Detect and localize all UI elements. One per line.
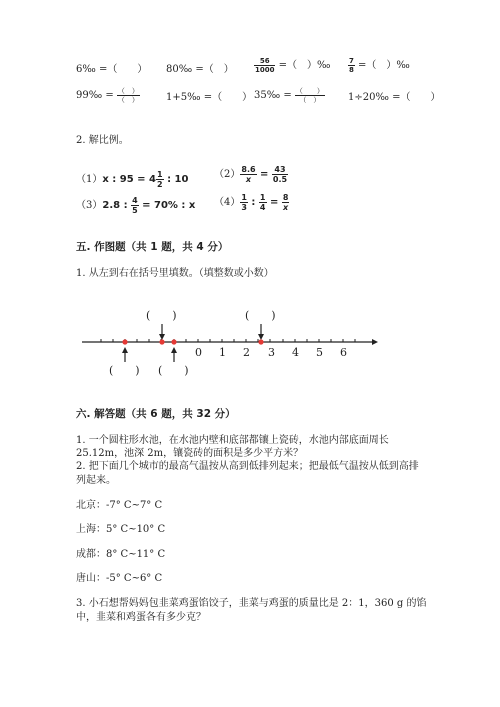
calc-r2-c-pre: 35‰ = — [254, 90, 292, 101]
calc-r2-d: 1÷20‰ =（ ） — [348, 92, 441, 103]
q2-p2-eq: = — [256, 169, 272, 180]
calc-r1-d-rest: =（ ）‰ — [354, 60, 410, 71]
tick-label-3: 3 — [268, 346, 275, 359]
q2-p4-mid: : — [247, 197, 259, 208]
point-marker — [258, 339, 263, 344]
section5-heading: 五. 作图题（共 1 题，共 4 分） — [76, 241, 229, 253]
q2-p4-eq: = — [266, 197, 282, 208]
frac-den: x — [245, 175, 252, 184]
section5-q1: 1. 从左到右在括号里填数。（填整数或小数） — [76, 268, 274, 279]
frac-den: （ ） — [117, 96, 139, 104]
tick-label-0: 0 — [195, 346, 202, 359]
paren-above-2: ( ) — [245, 309, 276, 322]
s6-q1-line2: 25.12m，池深 2m，镶瓷砖的面积是多少平方米？ — [76, 448, 304, 459]
calc-r2-a-pre: 99‰ = — [76, 90, 114, 101]
section6-heading: 六. 解答题（共 6 题，共 32 分） — [76, 408, 236, 420]
frac-num: 1 — [259, 193, 266, 202]
q2-p1-math: x : 95 = 4 — [102, 174, 157, 185]
q2-title: 2. 解比例。 — [76, 135, 129, 146]
tick-label-1: 1 — [219, 346, 226, 359]
frac-num: 1 — [241, 193, 247, 202]
paren-below-2: ( ) — [158, 364, 189, 377]
q2-p1 — [76, 170, 188, 189]
frac-den: （ ） — [299, 96, 321, 104]
point-marker — [171, 339, 176, 344]
frac-den: 2 — [157, 180, 163, 189]
q2-p3-tail: = 70% : x — [138, 200, 196, 211]
tick-label-6: 6 — [340, 346, 347, 359]
s6-q1-line1: 1. 一个圆柱形水池，在水池内壁和底部都镶上瓷砖，水池内部底面周长 — [76, 435, 389, 446]
frac-num: （ ） — [295, 87, 324, 95]
tick-label-5: 5 — [316, 346, 323, 359]
frac-den: 3 — [241, 203, 247, 212]
frac-den: 1000 — [255, 66, 275, 74]
down-arrow-icon — [258, 324, 264, 340]
frac-den: 4 — [259, 203, 266, 212]
down-arrow-icon — [159, 324, 165, 340]
s6-q3-line2: 中，韭菜和鸡蛋各有多少克？ — [76, 612, 206, 623]
frac-num: （ ） — [117, 87, 139, 95]
tick-label-4: 4 — [292, 346, 299, 359]
point-marker — [159, 339, 164, 344]
city-beijing: 北京：-7° C~7° C — [76, 500, 163, 511]
frac-num: 8.6 — [241, 165, 256, 174]
axis-arrow-icon — [372, 339, 378, 345]
point-marker — [122, 339, 127, 344]
q2-p1-tail: : 10 — [163, 174, 189, 185]
calc-r2-c — [254, 87, 325, 104]
s6-q3-line1: 3. 小石想帮妈妈包韭菜鸡蛋馅饺子，韭菜与鸡蛋的质量比是 2：1，360 g 的馅 — [76, 598, 427, 609]
calc-r1-a: 6‰ =（ ） — [76, 64, 148, 75]
calc-r1-b: 80‰ =（ ） — [166, 64, 234, 75]
q2-p3 — [76, 196, 195, 215]
calc-r1-d — [348, 57, 410, 74]
q2-p3-pre: 2.8 : — [102, 200, 132, 211]
frac-num: 56 — [254, 57, 275, 66]
up-arrow-icon — [171, 347, 177, 362]
s6-q2-line1: 2. 把下面几个城市的最高气温按从高到低排列起来；把最低气温按从低到高排 — [76, 461, 419, 472]
city-tangshan: 唐山：-5° C~6° C — [76, 573, 163, 584]
calc-r1-c-rest: =（ ）‰ — [275, 60, 331, 71]
q2-p4 — [214, 193, 289, 212]
frac-den: 0.5 — [272, 175, 288, 184]
up-arrow-icon — [122, 347, 128, 362]
city-chengdu: 成都：8° C~11° C — [76, 549, 166, 560]
q2-p2-label: （2） — [214, 169, 241, 180]
s6-q2-line2: 列起来。 — [76, 475, 116, 486]
q2-p1-label: （1） — [76, 174, 103, 185]
frac-num: 8 — [282, 193, 289, 202]
frac-num: 43 — [272, 165, 288, 175]
number-line — [0, 300, 500, 380]
city-shanghai: 上海：5° C~10° C — [76, 524, 166, 535]
frac-num: 4 — [132, 196, 138, 205]
frac-num: 7 — [349, 57, 354, 65]
frac-den: 5 — [132, 206, 138, 215]
q2-p2 — [214, 165, 288, 184]
frac-num: 1 — [157, 170, 163, 179]
calc-r1-c — [254, 57, 330, 74]
paren-below-1: ( ) — [109, 364, 140, 377]
calc-r2-a — [76, 87, 140, 104]
q2-p3-label: （3） — [76, 200, 103, 211]
paren-above-1: ( ) — [146, 309, 177, 322]
frac-den: 8 — [349, 66, 354, 74]
frac-den: x — [283, 203, 289, 212]
q2-p4-label: （4） — [214, 197, 241, 208]
calc-r2-b: 1+5‰ =（ ） — [166, 92, 253, 103]
tick-label-2: 2 — [243, 346, 250, 359]
